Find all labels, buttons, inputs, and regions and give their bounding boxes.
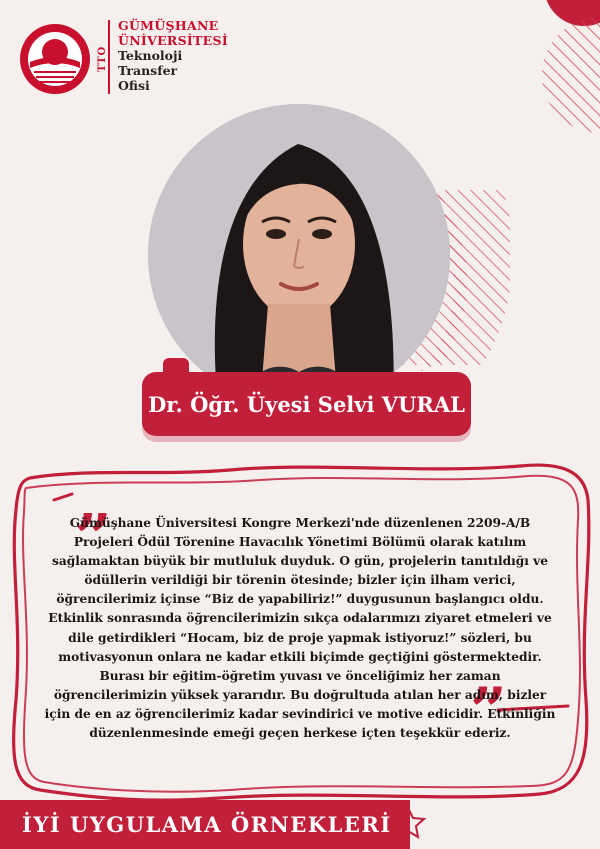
logo-line-transfer: Transfer (118, 63, 178, 78)
logo-line-university: ÜNİVERSİTESİ (118, 33, 228, 48)
logo-line-ofisi: Ofisi (118, 78, 150, 93)
close-quote-mark: ” (470, 674, 507, 749)
university-logo (18, 22, 92, 96)
quote-text: Gümüşhane Üniversitesi Kongre Merkezi'nde düzenlenen 2209-A/B Projeleri Ödül Törenine Havacılık Yönetimi Bölümü olarak katılım sağlamaktan büyük bir mutluluk duyduk. O gün, projelerin tanıtıldığı ve ödüllerin verildiği bir törenin ötesinde; bizler için ilham verici, öğrencilerimiz içinse “Biz de yapabiliriz!” duygusunun başlangıcı oldu. Etkinlik sonrasında öğrencilerimizin sıkça odalarımızı ziyaret etmeleri ve dile getirdikleri “Hocam, biz de proje yapmak istiyoruz!” sözleri, bu motivasyonun onlara ne kadar etkili biçimde geçtiğini göstermektedir. Burası bir eğitim-öğretim yuvası ve önceliğimiz her zaman öğrencilerimizin yüksek yararıdır. Bu doğrultuda atılan her adım, bizler için de en az öğrencilerimiz kadar sevindirici ve motive edicidir. Etkinliğin düzenlenmesinde emeği geçen herkese içten teşekkür ederiz. (44, 516, 556, 741)
logo-line-university-name: GÜMÜŞHANE (118, 18, 219, 33)
open-quote-mark: „ (76, 464, 113, 539)
logo-divider (108, 20, 110, 94)
portrait-photo (148, 104, 450, 406)
logo-line-teknoloji: Teknoloji (118, 48, 183, 63)
footer-banner: İYİ UYGULAMA ÖRNEKLERİ (0, 800, 410, 849)
logo-text (118, 18, 228, 93)
corner-stripes (540, 15, 600, 135)
person-name-banner: Dr. Öğr. Üyesi Selvi VURAL (142, 372, 471, 436)
tto-vertical-label: TTO (97, 45, 108, 72)
